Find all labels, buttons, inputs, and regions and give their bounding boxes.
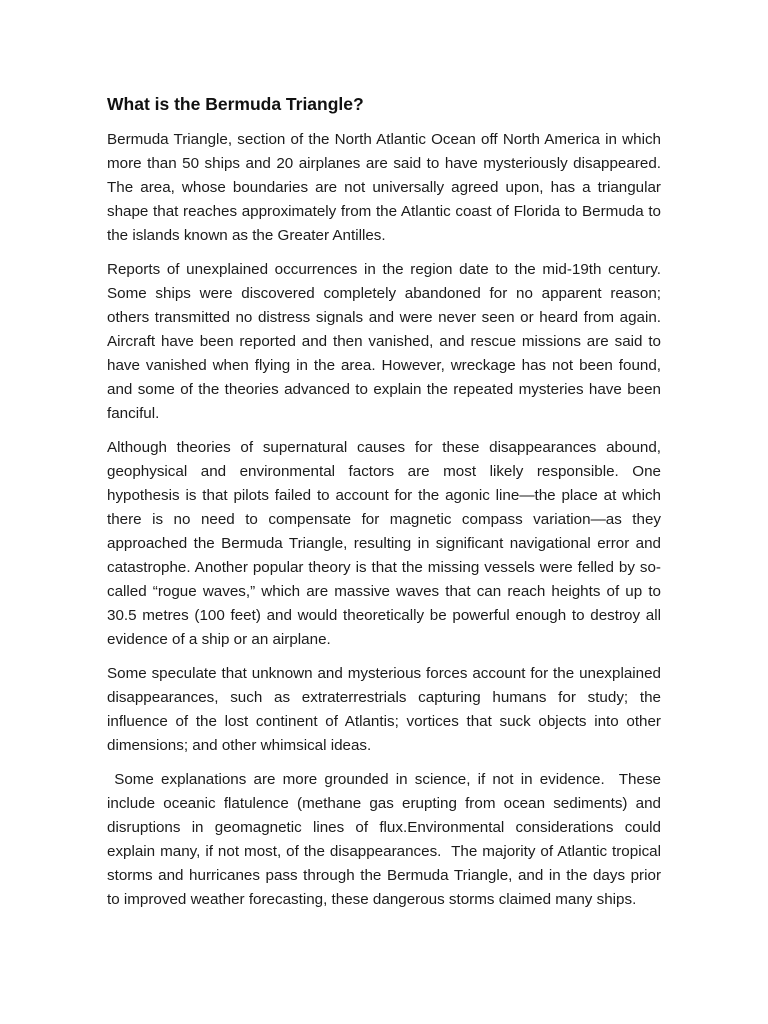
paragraph-theories: Although theories of supernatural causes for these disappearances abound, geophysical and environmental factors are most likely responsible. One hypothesis is that pilots failed to account for the agonic line—the place at which there is no need to compensate for magnetic compass variation—as they approached the Bermuda Triangle, resulting in significant navigational error and catastrophe. Another popular theory is that the missing vessels were felled by so-called “rogue waves,” which are massive waves that can reach heights of up to 30.5 metres (100 feet) and would theoretically be powerful enough to destroy all evidence of a ship or an airplane. bbox=[107, 439, 661, 648]
paragraph-scientific-explanations: Some explanations are more grounded in science, if not in evidence. These include oceanic flatulence (methane gas erupting from ocean sediments) and disruptions in geomagnetic lines of flux.Environmental considerations could explain many, if not most, of the disappearances. The majority of Atlantic tropical storms and hurricanes pass through the Bermuda Triangle, and in the days prior to improved weather forecasting, these dangerous storms claimed many ships. bbox=[107, 771, 666, 908]
document-body bbox=[107, 92, 666, 922]
page-title: What is the Bermuda Triangle? bbox=[107, 94, 364, 114]
paragraph-reports: Reports of unexplained occurrences in the region date to the mid-19th century. Some ships were discovered completely abandoned for no apparent reason; others transmitted no distress signals and were never seen or heard from again. Aircraft have been reported and then vanished, and rescue missions are said to have vanished when flying in the area. However, wreckage has not been found, and some of the theories advanced to explain the repeated mysteries have been fanciful. bbox=[107, 261, 661, 422]
paragraph-speculation: Some speculate that unknown and mysterious forces account for the unexplained disappearances, such as extraterrestrials capturing humans for study; the influence of the lost continent of Atlantis; vortices that suck objects into other dimensions; and other whimsical ideas. bbox=[107, 665, 661, 754]
paragraph-definition: Bermuda Triangle, section of the North Atlantic Ocean off North America in which more than 50 ships and 20 airplanes are said to have mysteriously disappeared. The area, whose boundaries are not universally agreed upon, has a triangular shape that reaches approximately from the Atlantic coast of Florida to Bermuda to the islands known as the Greater Antilles. bbox=[107, 131, 661, 244]
